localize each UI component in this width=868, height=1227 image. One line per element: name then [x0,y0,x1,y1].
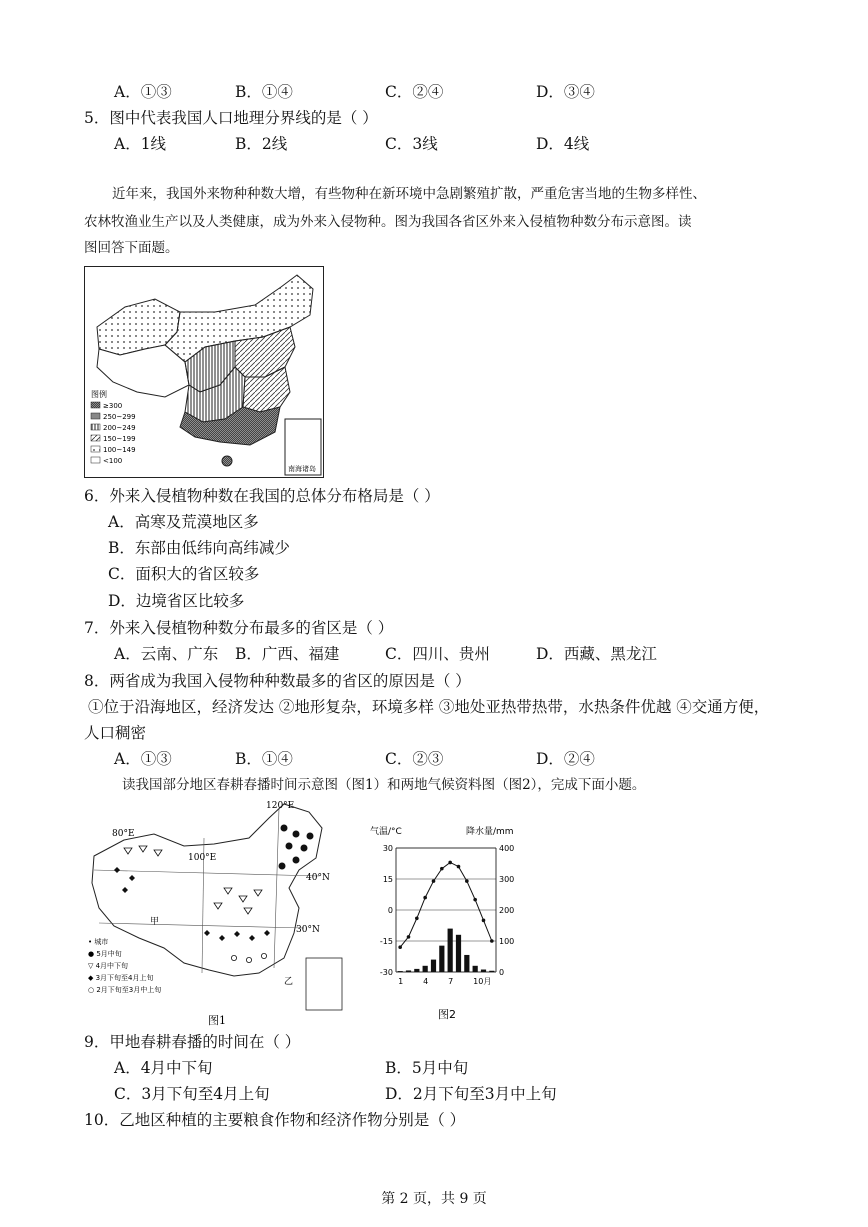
q5-option-d[interactable]: D．4线 [536,135,590,153]
q5-stem: 5．图中代表我国人口地理分界线的是（ ） [84,109,378,127]
map1-legend-title: 图例 [91,390,107,399]
q8-stem: 8．两省成为我国入侵物种种数最多的省区的原因是（ ） [84,672,471,690]
chart-bar [489,971,494,972]
q8-statement-line1: ①位于沿海地区，经济发达 ②地形复杂，环境多样 ③地处亚热带热带，水热条件优越 ④交通方便， [88,698,770,716]
map2-legend-3: ▽ 4月中下旬 [88,962,129,970]
q9-option-a[interactable]: A．4月中下旬 [114,1059,213,1077]
map1-inset-label: 南海诸岛 [288,465,316,473]
chart-bar [448,929,453,972]
climate-chart-svg [368,822,528,1022]
map1-legend-3: 200~249 [103,424,136,432]
chart-bar [414,969,419,972]
chart-point [473,898,477,902]
q5-option-c[interactable]: C．3线 [385,135,438,153]
chart-left-tick: -15 [379,937,393,946]
sowing-map-svg [84,798,346,1028]
chart-left-tick: 0 [387,906,393,915]
q6-option-b[interactable]: B．东部由低纬向高纬减少 [108,539,290,557]
chart-left-tick: 30 [382,844,393,853]
chart-caption: 图2 [438,1008,456,1021]
passage2: 读我国部分地区春耕春播时间示意图（图1）和两地气候资料图（图2），完成下面小题。 [122,777,646,793]
map1-legend-5: 100~149 [103,446,136,454]
map1-legend-4: 150~199 [103,435,136,443]
chart-point [482,919,486,923]
q4-option-a[interactable]: A．①③ [114,83,172,101]
chart-point [407,935,411,939]
map2-label-jia: 甲 [150,917,160,927]
chart-left-tick: -30 [379,968,393,977]
passage1-line3: 图回答下面题。 [84,240,179,256]
chart-point [423,896,427,900]
chart-bar [398,971,403,972]
q5-option-b[interactable]: B．2线 [235,135,288,153]
q4-option-b[interactable]: B．①④ [235,83,293,101]
chart-right-tick: 100 [499,937,515,946]
map2-label-30n: 30°N [296,925,320,935]
chart-right-tick: 200 [499,906,515,915]
q10-stem: 10．乙地区种植的主要粮食作物和经济作物分别是（ ） [84,1111,466,1129]
chart-bar [423,966,428,972]
chart-x-tick: 1 [398,977,404,986]
chart-bar [406,970,411,972]
q9-option-d[interactable]: D．2月下旬至3月中上旬 [385,1085,557,1103]
chart-bar [456,935,461,972]
chart-x-tick: 10月 [473,977,492,986]
chart-point [440,867,444,871]
chart-right-tick: 0 [499,968,505,977]
chart-left-tick: 15 [382,875,393,884]
q6-option-d[interactable]: D．边境省区比较多 [108,592,245,610]
map2-label-40n: 40°N [306,873,330,883]
map2-label-120e: 120°E [266,801,295,811]
q8-option-a[interactable]: A．①③ [114,750,172,768]
chart-left-axis-label: 气温/°C [370,827,402,837]
q9-stem: 9．甲地春耕春播的时间在（ ） [84,1033,301,1051]
map1-legend-2: 250~299 [103,413,136,421]
chart-x-tick: 4 [423,977,429,986]
map1-legend-6: <100 [103,457,123,465]
q8-option-b[interactable]: B．①④ [235,750,293,768]
chart-right-tick: 400 [499,844,515,853]
chart-point [432,879,436,883]
chart-point [465,879,469,883]
chart-bar [439,946,444,972]
q7-option-d[interactable]: D．西藏、黑龙江 [536,645,657,663]
map2-legend-4: ◆ 3月下旬至4月上旬 [88,974,154,982]
spring-sowing-map [84,798,346,1028]
map2-legend-5: ○ 2月下旬至3月中上旬 [88,986,162,994]
map2-label-80e: 80°E [112,829,135,839]
q6-option-c[interactable]: C．面积大的省区较多 [108,565,260,583]
q7-option-b[interactable]: B．广西、福建 [235,645,340,663]
chart-point [448,861,452,865]
q9-option-b[interactable]: B．5月中旬 [385,1059,469,1077]
climate-chart [368,822,528,1022]
chart-right-axis-label: 降水量/mm [466,827,514,837]
map2-label-100e: 100°E [188,853,217,863]
map2-legend-1: • 城市 [88,938,109,946]
q6-stem: 6．外来入侵植物种数在我国的总体分布格局是（ ） [84,487,440,505]
q5-option-a[interactable]: A．1线 [114,135,167,153]
map1-legend-1: ≥300 [103,402,123,410]
q7-option-a[interactable]: A．云南、广东 [114,645,219,663]
chart-x-tick: 7 [448,977,454,986]
chart-bar [473,966,478,972]
chart-point [415,916,419,920]
chart-right-tick: 300 [499,875,515,884]
map2-label-yi: 乙 [284,977,294,987]
chart-bar [431,960,436,972]
china-map-svg [85,267,323,477]
map2-caption: 图1 [208,1014,226,1027]
q8-statement-line2: 人口稠密 [84,724,147,742]
q4-option-c[interactable]: C．②④ [385,83,444,101]
passage1-line2: 农林牧渔业生产以及人类健康，成为外来入侵物种。图为我国各省区外来入侵植物种数分布示意图。读 [84,214,692,230]
chart-temperature-line [400,862,492,947]
page-footer: 第 2 页，共 9 页 [381,1191,487,1207]
chart-point [398,945,402,949]
chart-point [490,939,494,943]
passage1-line1: 近年来，我国外来物种种数大增，有些物种在新环境中急剧繁殖扩散，严重危害当地的生物多样性、 [112,186,706,202]
invasive-species-map [84,266,324,478]
q6-option-a[interactable]: A．高寒及荒漠地区多 [108,513,259,531]
q9-option-c[interactable]: C．3月下旬至4月上旬 [114,1085,270,1103]
q7-stem: 7．外来入侵植物种数分布最多的省区是（ ） [84,619,394,637]
q7-option-c[interactable]: C．四川、贵州 [385,645,490,663]
q8-option-d[interactable]: D．②④ [536,750,595,768]
chart-point [457,865,461,869]
q4-option-d[interactable]: D．③④ [536,83,595,101]
chart-bar [481,970,486,972]
chart-bar [464,955,469,972]
map2-legend-2: ● 5月中旬 [88,950,122,958]
q8-option-c[interactable]: C．②③ [385,750,444,768]
